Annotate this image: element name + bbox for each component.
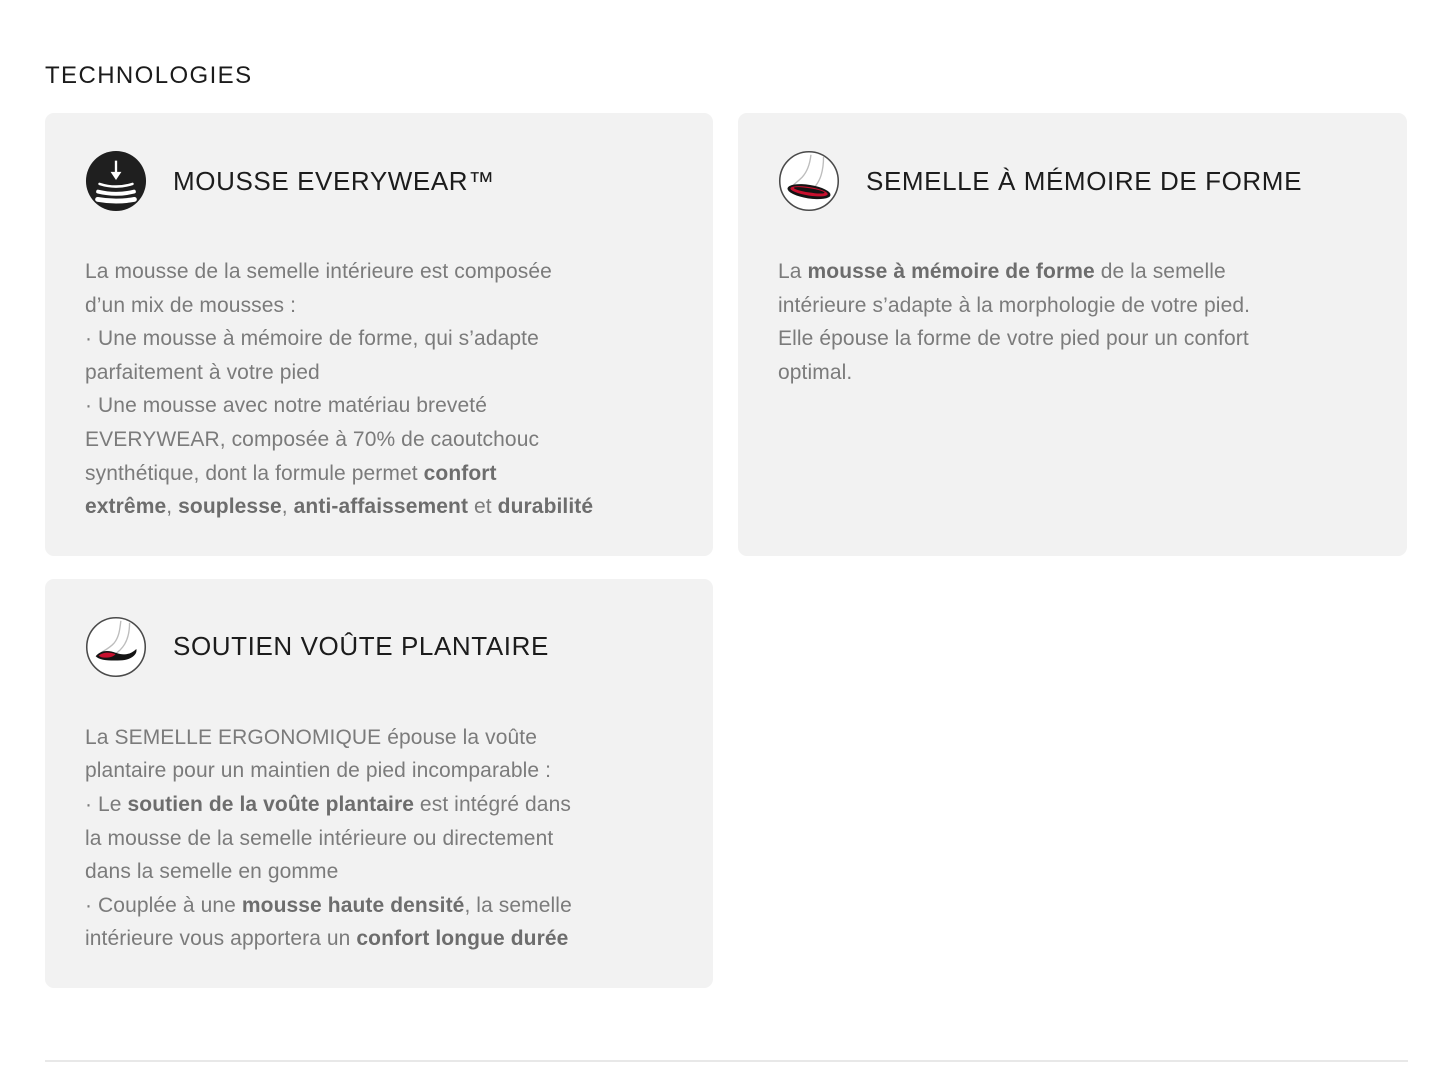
section-title: TECHNOLOGIES [45, 61, 253, 89]
card-header [85, 150, 673, 212]
card-title: SEMELLE À MÉMOIRE DE FORME [866, 165, 1303, 196]
card-header [85, 616, 673, 678]
card-title: MOUSSE EVERYWEAR™ [173, 165, 495, 196]
technology-cards [45, 113, 1407, 988]
memory-foam-insole-icon [778, 150, 840, 212]
card-description: La mousse à mémoire de forme de la semelle intérieure s’adapte à la morphologie de votre pied. Elle épouse la forme de votre pied pour un confort optimal. [778, 260, 1251, 384]
arch-support-insole-icon [85, 616, 147, 678]
section-divider [45, 1060, 1408, 1062]
card-title: SOUTIEN VOÛTE PLANTAIRE [173, 631, 549, 662]
card-mousse-everywear [45, 113, 713, 556]
card-description: La mousse de la semelle intérieure est composée d’un mix de mousses : · Une mousse à mémoire de forme, qui s’adapte parfaitement à votre pied · Une mousse avec notre matériau breveté EVERYWEAR, composée à 70% de caoutchouc synthétique, dont la formule permet confort extrême, souplesse, anti-affaissement et durabilité [85, 260, 594, 519]
card-soutien-voute-plantaire [45, 579, 713, 988]
card-description: La SEMELLE ERGONOMIQUE épouse la voûte plantaire pour un maintien de pied incomparable : · Le soutien de la voûte plantaire est intégré dans la mousse de la semelle intérieure ou directement dans la semelle en gomme · Couplée à une mousse haute densité, la semelle intérieure vous apportera un confort longue durée [85, 725, 572, 951]
foam-compression-icon [85, 150, 147, 212]
card-semelle-memoire-de-forme [738, 113, 1407, 556]
card-header [778, 150, 1367, 212]
